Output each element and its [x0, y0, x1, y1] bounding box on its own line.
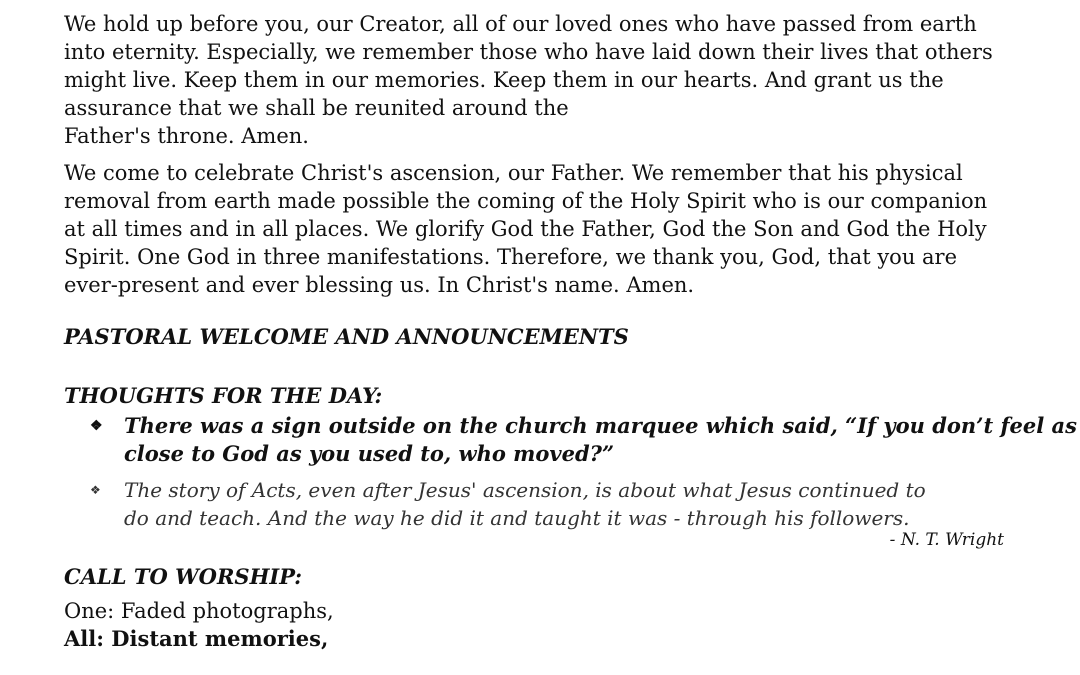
call-to-worship-responsive — [64, 597, 1024, 653]
prayer-line: might live. Keep them in our memories. Keep them in our hearts. And grant us the — [64, 68, 944, 92]
prayer-line: Father's throne. Amen. — [64, 124, 309, 148]
thought-line: close to God as you used to, who moved?” — [124, 441, 615, 466]
prayer-paragraph-remembrance — [64, 10, 1024, 150]
congregation-line: All: Distant memories, — [64, 626, 329, 651]
diamond-bullet-icon: ❖ — [90, 483, 101, 497]
prayer-line: assurance that we shall be reunited around the — [64, 96, 569, 120]
diamond-bullet-icon: ❖ — [90, 418, 103, 434]
leader-line: One: Faded photographs, — [64, 599, 334, 623]
prayer-line: into eternity. Especially, we remember those who have laid down their lives that others — [64, 40, 993, 64]
thought-line: do and teach. And the way he did it and taught it was - through his followers. — [124, 506, 910, 530]
list-item — [60, 412, 1077, 468]
thoughts-for-the-day-heading: THOUGHTS FOR THE DAY: — [64, 383, 383, 408]
pastoral-welcome-heading: PASTORAL WELCOME AND ANNOUNCEMENTS — [64, 324, 629, 349]
prayer-line: ever-present and ever blessing us. In Christ's name. Amen. — [64, 273, 695, 297]
thought-line: The story of Acts, even after Jesus' ascension, is about what Jesus continued to — [124, 478, 926, 502]
prayer-line: at all times and in all places. We glorify God the Father, God the Son and God the Holy — [64, 217, 987, 241]
quote-attribution: - N. T. Wright — [889, 530, 1004, 550]
list-item — [60, 476, 1024, 532]
prayer-line: removal from earth made possible the coming of the Holy Spirit who is our companion — [64, 189, 988, 213]
thought-line: There was a sign outside on the church marquee which said, “If you don’t feel as — [124, 413, 1077, 438]
prayer-paragraph-ascension — [64, 159, 1024, 299]
prayer-line: We come to celebrate Christ's ascension, our Father. We remember that his physical — [64, 161, 963, 185]
call-to-worship-heading: CALL TO WORSHIP: — [64, 564, 303, 589]
bulletin-page — [64, 10, 1077, 653]
thoughts-list — [64, 412, 1077, 550]
prayer-line: We hold up before you, our Creator, all of our loved ones who have passed from earth — [64, 12, 977, 36]
prayer-line: Spirit. One God in three manifestations. Therefore, we thank you, God, that you are — [64, 245, 958, 269]
